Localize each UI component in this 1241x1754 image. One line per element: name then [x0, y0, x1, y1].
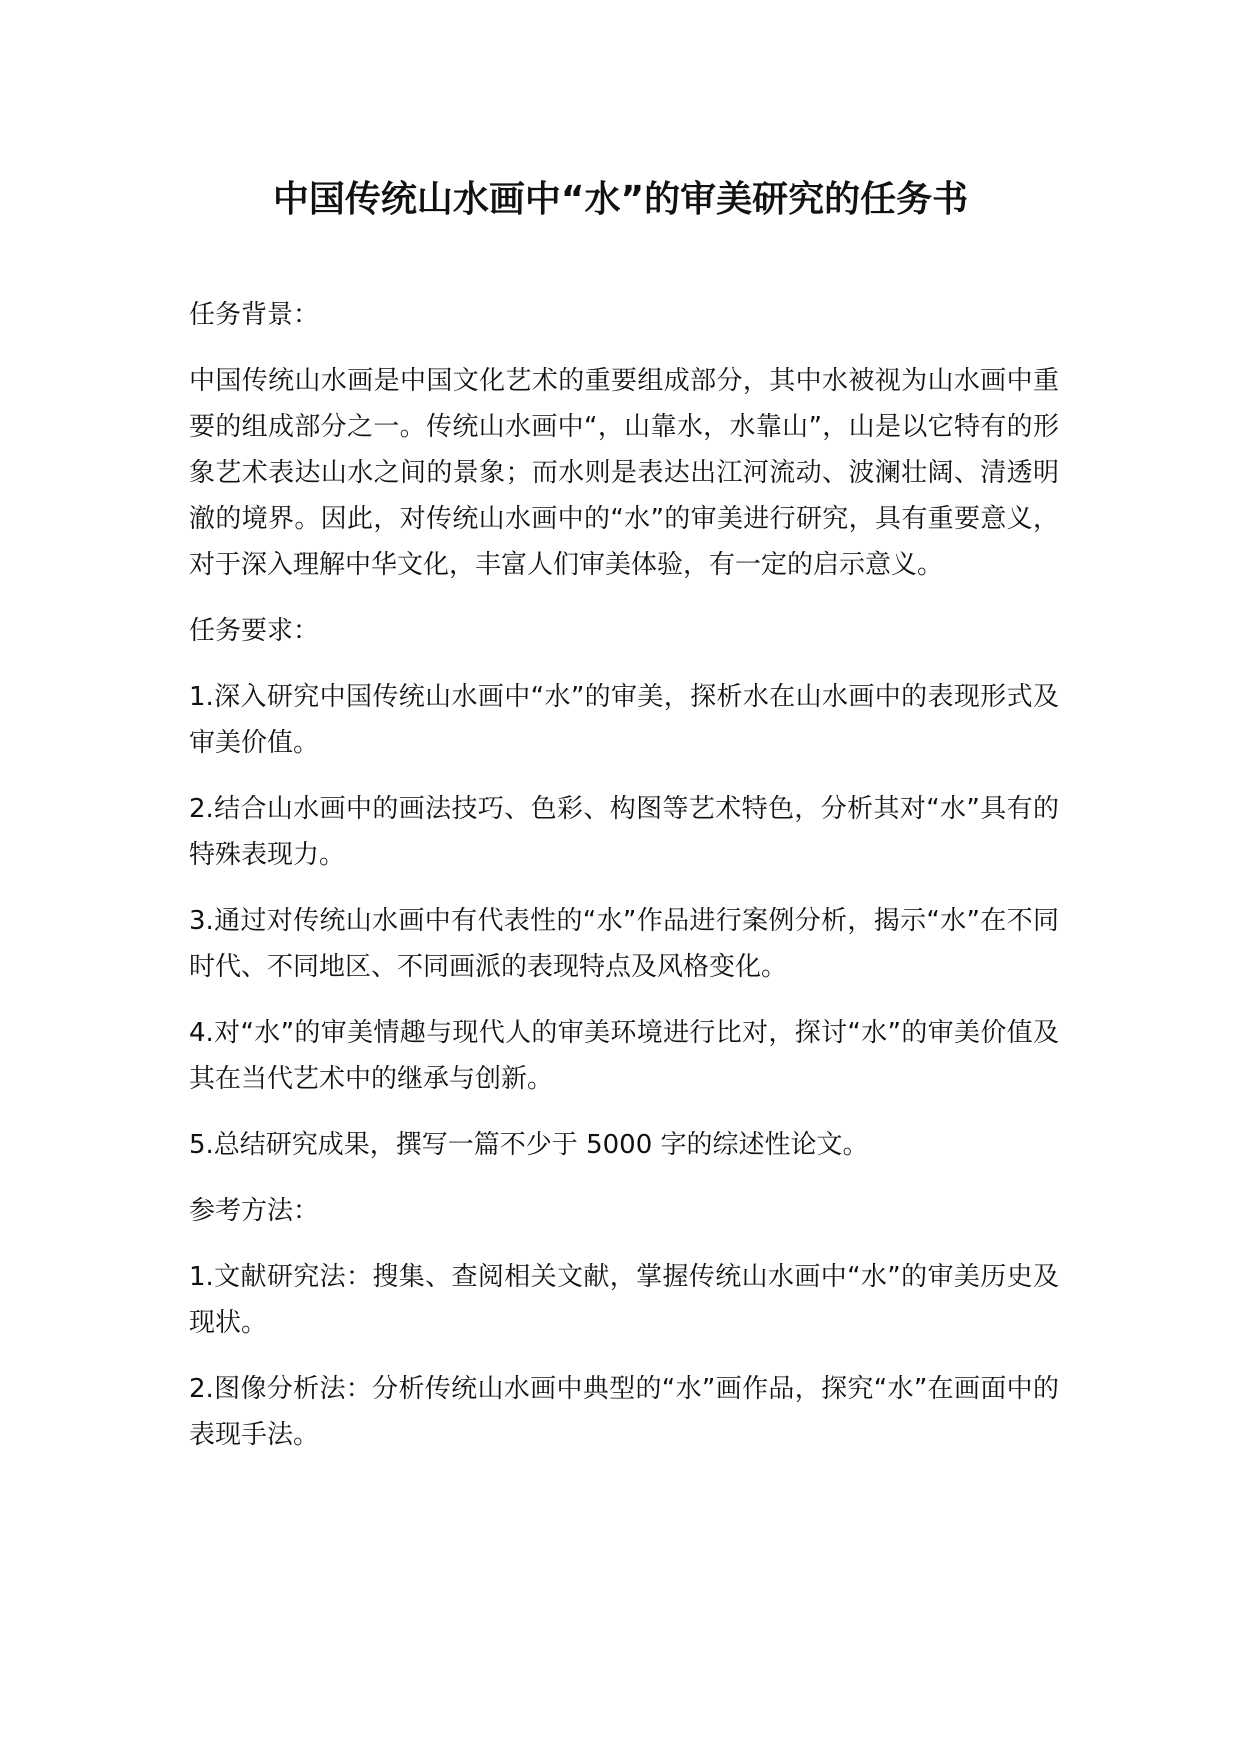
requirement-item-2: 2.结合山水画中的画法技巧、色彩、构图等艺术特色，分析其对“水”具有的特殊表现力。 — [189, 794, 1059, 870]
requirements-heading: 任务要求： — [189, 616, 320, 646]
methods-heading: 参考方法： — [189, 1196, 320, 1226]
document-title: 中国传统山水画中“水”的审美研究的任务书 — [272, 179, 969, 220]
method-item-1: 1.文献研究法：搜集、查阅相关文献，掌握传统山水画中“水”的审美历史及现状。 — [189, 1262, 1059, 1338]
background-paragraph: 中国传统山水画是中国文化艺术的重要组成部分，其中水被视为山水画中重要的组成部分之一。传统山水画中“，山靠水，水靠山”，山是以它特有的形象艺术表达山水之间的景象；而水则是表达出江河流动、波澜壮阔、清透明澈的境界。因此，对传统山水画中的“水”的审美进行研究，具有重要意义，对于深入理解中华文化，丰富人们审美体验，有一定的启示意义。 — [189, 366, 1059, 580]
requirement-item-3: 3.通过对传统山水画中有代表性的“水”作品进行案例分析，揭示“水”在不同时代、不同地区、不同画派的表现特点及风格变化。 — [189, 906, 1059, 982]
requirement-item-5: 5.总结研究成果，撰写一篇不少于 5000 字的综述性论文。 — [189, 1130, 869, 1160]
document-body — [189, 292, 1059, 1478]
requirement-item-1: 1.深入研究中国传统山水画中“水”的审美，探析水在山水画中的表现形式及审美价值。 — [189, 682, 1059, 758]
requirement-item-4: 4.对“水”的审美情趣与现代人的审美环境进行比对，探讨“水”的审美价值及其在当代艺术中的继承与创新。 — [189, 1018, 1059, 1094]
method-item-2: 2.图像分析法：分析传统山水画中典型的“水”画作品，探究“水”在画面中的表现手法。 — [189, 1374, 1059, 1450]
background-heading: 任务背景： — [189, 300, 320, 330]
